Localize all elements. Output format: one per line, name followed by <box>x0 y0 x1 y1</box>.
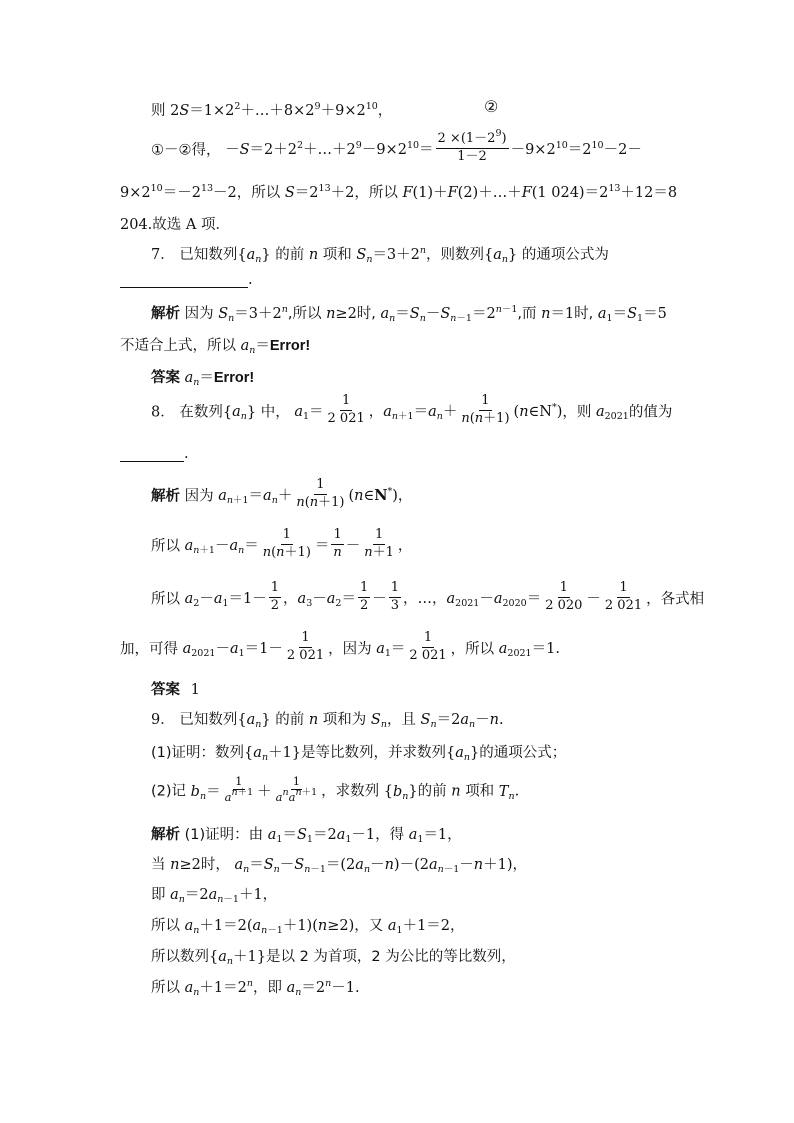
analysis-line: 解析 (1)证明：由 $a_1=S_1=2a_1-1$，得 $a_1=1$， <box>151 827 462 845</box>
question-8: 8． 在数列$\{a_n\}$ 中， $a_1=$ $\frac{1}{2 021}$ ，$a_{n+1}=a_n+$ $\frac{1}{n(n+1)}$ (n∈N*)，则 $a_{2021}$的值为 <box>151 393 673 426</box>
analysis-line: 所以 $a_n+1=2^n$，即 $a_n=2^n-1$. <box>151 978 360 998</box>
question-9-part-1: (1)证明：数列$\{a_n+1\}$是等比数列，并求数列$\{a_n\}$的通项公式； <box>151 745 567 763</box>
answer-blank[interactable]: . <box>120 446 189 462</box>
analysis-line: 所以 $a_n+1=2(a_{n-1}+1)(n\ge 2)$，又 $a_1+1=2$， <box>151 918 465 936</box>
analysis-line: 解析 因为 $a_{n+1}=a_n+$ $\frac{1}{n(n+1)}$ (n∈N*)， <box>151 477 413 510</box>
analysis-line: 所以 $a_{n+1}-a_n=$ $\frac{1}{n(n+1)}$ ＝ $\frac{1}{n}$ － $\frac{1}{n+1}$ ， <box>151 527 413 560</box>
analysis-line: 即 $a_n=2a_{n-1}+1$， <box>151 887 278 905</box>
analysis-line: 不适合上式，所以 $a_n=Error$! <box>120 338 311 356</box>
answer-line: 答案 1 <box>151 682 200 698</box>
equation-marker: ② <box>484 97 499 116</box>
analysis-line: 加，可得 $a_{2021}-a_1=1-$ $\frac{1}{2 021}$ ，因为 $a_1=$ $\frac{1}{2 021}$ ，所以 $a_{2021}=1$. <box>120 630 560 663</box>
solution-line: 则 $2S=1\times 2^2+\dots+8\times 2^9+9\times 2^{10}$， <box>151 101 393 119</box>
solution-line: $9\times 2^{10}=-2^{13}-2$，所以 $S=2^{13}+2$，所以 F(1)＋F(2)＋…＋F(1 $024)=2^{13}+12=8$ <box>120 183 678 201</box>
solution-line: 204.故选 A 项． <box>120 217 230 233</box>
analysis-line: 当 n≥2时， $a_n=S_n-S_{n-1}=(2a_n-n)-(2a_{n-1}-n+1)$， <box>151 857 528 875</box>
answer-line: 答案 $a_n=Error$! <box>151 370 255 388</box>
analysis-line: 所以数列$\{a_n+1\}$是以 2 为首项，2 为公比的等比数列， <box>151 949 516 967</box>
analysis-line: 解析 因为 $S_n=3+2^n$,所以 n≥2时, $a_n=S_n-S_{n-1}=2^{n-1}$,而 n＝1时, $a_1=S_1=5$ <box>151 304 667 324</box>
solution-line: ①－②得， $-S=2+2^2+\dots+2^9-9\times 2^{10}=$ $\frac{2 \times(1-2^9)}{1-2}$ $-9\times 2^{10}=2^{10}-2-$ <box>151 128 642 164</box>
analysis-line: 所以 $a_2-a_1=1-$ $\frac{1}{2}$ ，$a_3-a_2=$ $\frac{1}{2}$ － $\frac{1}{3}$ ，…，$a_{2021}-a_{2020}=$ $\frac{1}{2 020}$ － $\frac{1}{2 021}$ ，各式相 <box>151 580 705 613</box>
question-7: 7． 已知数列$\{a_n\}$ 的前 n 项和 $S_n=3+2^n$，则数列$\{a_n\}$ 的通项公式为 <box>151 245 609 265</box>
answer-blank[interactable]: . <box>120 272 253 288</box>
question-9-part-2: (2)记 $b_n=$ $\frac{1}{a^{n+1}}$ ＋ $\frac{1}{a^na^{n+1}}$ ，求数列 $\{b_n\}$的前 n 项和 $T_n$. <box>151 774 520 805</box>
question-9: 9． 已知数列$\{a_n\}$ 的前 n 项和为 $S_n$，且 $S_n=2a_n-n$. <box>151 712 504 730</box>
